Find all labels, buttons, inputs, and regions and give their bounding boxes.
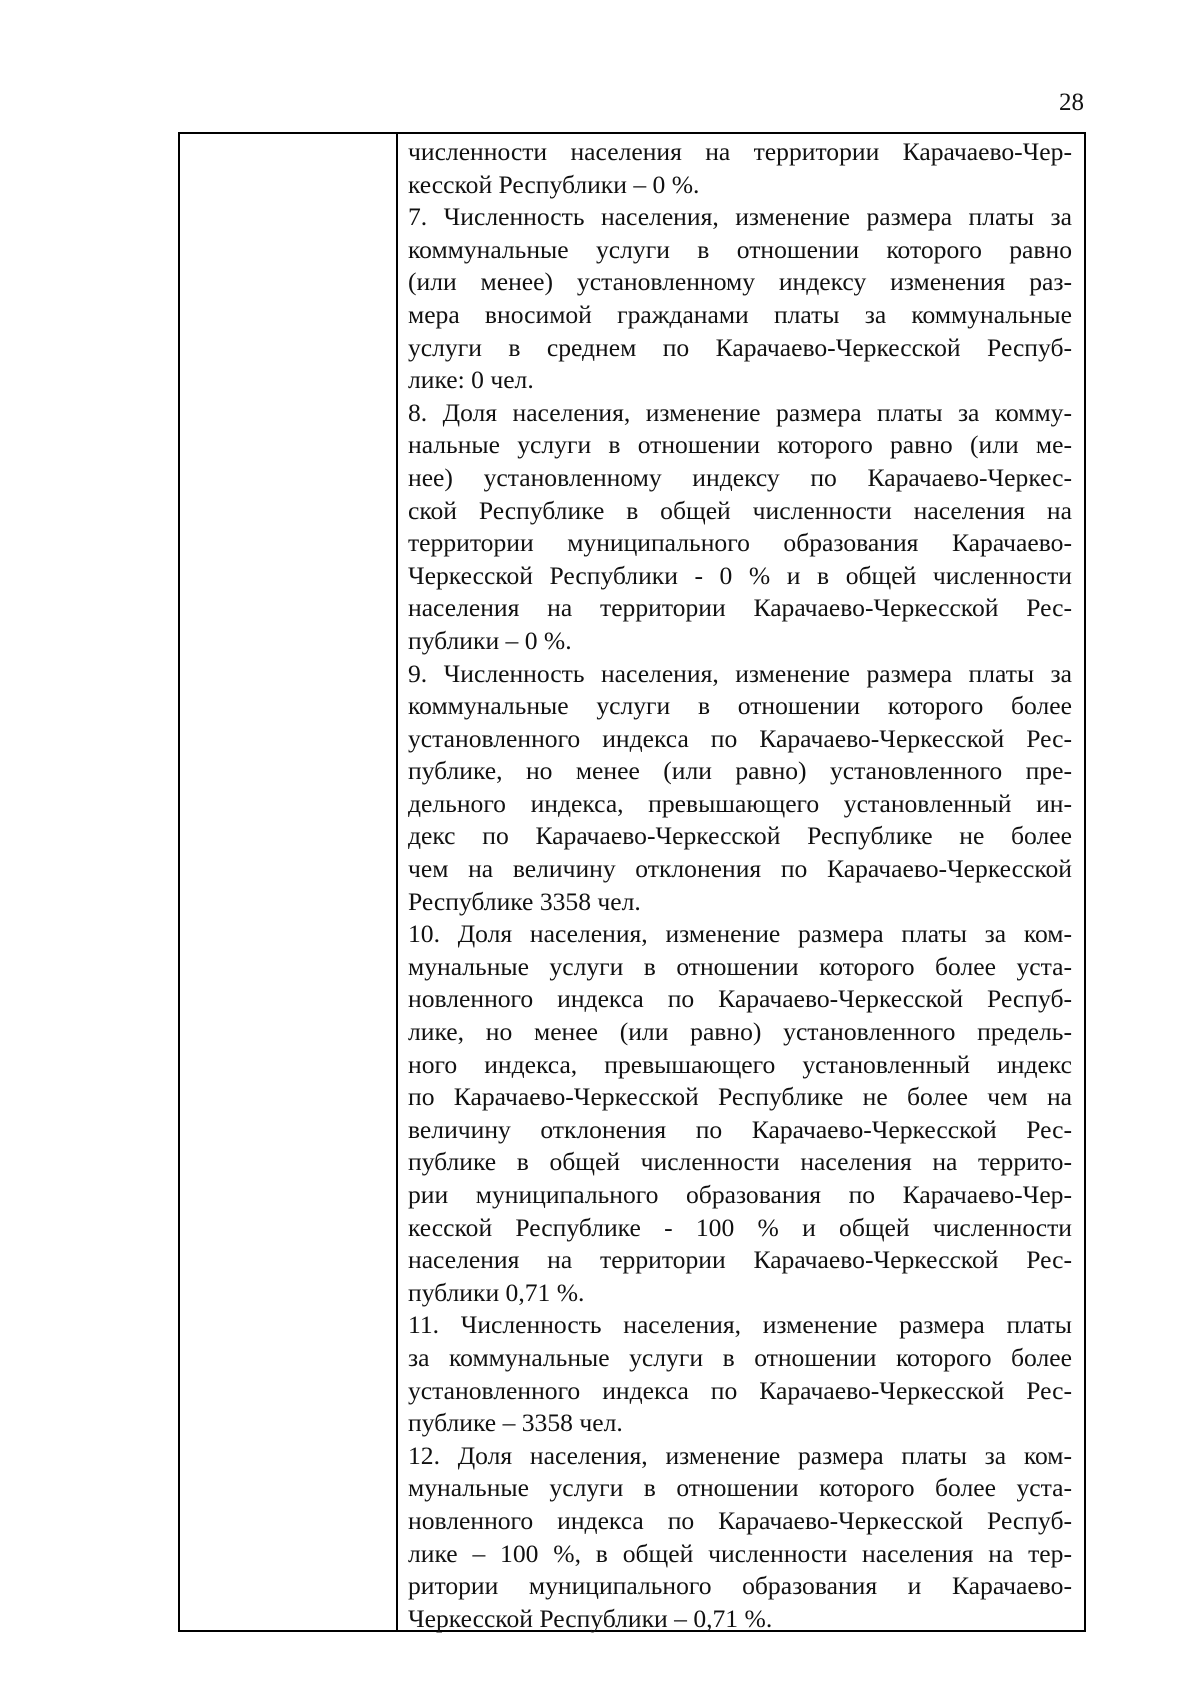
- paragraph-line: установленного индекса по Карачаево-Черкесской Рес-: [408, 1375, 1072, 1405]
- paragraph-line: Черкесской Республики - 0 % и в общей численности: [408, 560, 1072, 590]
- paragraph-line: публике в общей численности населения на террито-: [408, 1147, 1072, 1177]
- paragraph-line: 12. Доля населения, изменение размера платы за ком-: [408, 1440, 1072, 1470]
- paragraph-line: публике, но менее (или равно) установленного пре-: [408, 756, 1072, 786]
- paragraph-line: (или менее) установленному индексу изменения раз-: [408, 267, 1072, 297]
- paragraph-line: новленного индекса по Карачаево-Черкесской Респуб-: [408, 1505, 1072, 1535]
- paragraph-line: рии муниципального образования по Карачаево-Чер-: [408, 1180, 1072, 1209]
- table-column-divider: [396, 134, 398, 1630]
- paragraph-line: мера вносимой гражданами платы за коммунальные: [408, 299, 1072, 329]
- paragraph-line: численности населения на территории Карачаево-Чер-: [408, 137, 1072, 166]
- paragraph-p10: [408, 918, 1072, 1309]
- paragraph-p8: [408, 397, 1072, 658]
- paragraph-line: величину отклонения по Карачаево-Черкесской Рес-: [408, 1114, 1072, 1144]
- paragraph-line: нее) установленному индексу по Карачаево-Черкес-: [408, 462, 1072, 492]
- paragraph-p11: [408, 1309, 1072, 1439]
- paragraph-line: 7. Численность населения, изменение размера платы за: [408, 202, 1072, 232]
- paragraph-line: декс по Карачаево-Черкесской Республике не более: [408, 821, 1072, 851]
- paragraph-line: по Карачаево-Черкесской Республике не более чем на: [408, 1082, 1072, 1112]
- paragraph-line: 10. Доля населения, изменение размера платы за ком-: [408, 919, 1072, 949]
- paragraph-line: 8. Доля населения, изменение размера платы за комму-: [408, 397, 1072, 427]
- paragraph-line: мунальные услуги в отношении которого более уста-: [408, 951, 1072, 981]
- paragraph-line: публике – 3358 чел.: [408, 1408, 623, 1438]
- document-table: [178, 132, 1086, 1632]
- paragraph-line: Республике 3358 чел.: [408, 886, 641, 916]
- table-left-cell: [180, 134, 396, 1630]
- paragraph-line: мунальные услуги в отношении которого более уста-: [408, 1473, 1072, 1503]
- paragraph-line: новленного индекса по Карачаево-Черкесской Респуб-: [408, 984, 1072, 1014]
- paragraph-line: ритории муниципального образования и Карачаево-: [408, 1571, 1072, 1601]
- paragraph-line: за коммунальные услуги в отношении которого более: [408, 1342, 1072, 1372]
- paragraph-line: коммунальные услуги в отношении которого более: [408, 691, 1072, 721]
- paragraph-p7: [408, 201, 1072, 397]
- paragraph-line: ской Республике в общей численности населения на: [408, 495, 1072, 525]
- paragraph-line: услуги в среднем по Карачаево-Черкесской Респуб-: [408, 332, 1072, 362]
- paragraph-line: публики 0,71 %.: [408, 1277, 585, 1307]
- paragraph-line: территории муниципального образования Карачаево-: [408, 528, 1072, 558]
- page-number: 28: [1059, 89, 1084, 116]
- paragraph-line: лике: 0 чел.: [408, 365, 534, 395]
- paragraph-line: населения на территории Карачаево-Черкесской Рес-: [408, 1245, 1072, 1275]
- paragraph-line: кесской Республики – 0 %.: [408, 169, 700, 199]
- paragraph-line: коммунальные услуги в отношении которого равно: [408, 234, 1072, 264]
- paragraph-line: лике – 100 %, в общей численности населения на тер-: [408, 1538, 1072, 1568]
- paragraph-line: установленного индекса по Карачаево-Черкесской Рес-: [408, 723, 1072, 753]
- paragraph-line: кесской Республике - 100 % и общей численности: [408, 1212, 1072, 1242]
- paragraph-line: чем на величину отклонения по Карачаево-Черкесской: [408, 854, 1072, 884]
- paragraph-line: 9. Численность населения, изменение размера платы за: [408, 658, 1072, 688]
- paragraph-line: дельного индекса, превышающего установленный ин-: [408, 788, 1072, 818]
- paragraph-line: публики – 0 %.: [408, 625, 572, 655]
- paragraph-line: населения на территории Карачаево-Черкесской Рес-: [408, 593, 1072, 623]
- paragraph-line: нальные услуги в отношении которого равно (или ме-: [408, 430, 1072, 460]
- paragraph-p-cont: [408, 136, 1072, 201]
- paragraph-line: лике, но менее (или равно) установленного предель-: [408, 1017, 1072, 1047]
- paragraph-p9: [408, 658, 1072, 919]
- paragraph-line: 11. Численность населения, изменение размера платы: [408, 1310, 1072, 1340]
- paragraph-line: ного индекса, превышающего установленный индекс: [408, 1049, 1072, 1079]
- paragraph-p12: [408, 1440, 1072, 1636]
- paragraph-line: Черкесской Республики – 0,71 %.: [408, 1603, 773, 1633]
- table-content-cell: [408, 136, 1072, 1633]
